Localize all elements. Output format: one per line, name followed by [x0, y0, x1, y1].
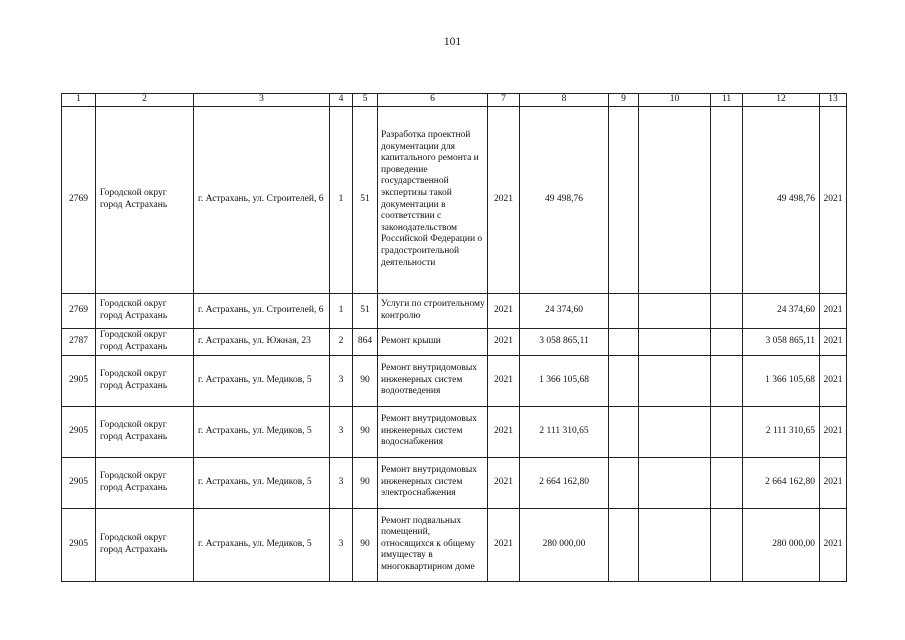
- col-10-value-cell: [639, 293, 711, 328]
- col-9-value-cell: [609, 406, 639, 457]
- municipality-cell: Городской округ город Астрахань: [96, 355, 194, 406]
- col-10-value-cell: [639, 106, 711, 293]
- year-cell: 2021: [488, 106, 520, 293]
- column-number-3: 3: [194, 94, 330, 107]
- table-row: [62, 355, 847, 406]
- total-cost-cell: 2 111 310,65: [520, 406, 609, 457]
- record-id-cell: 2787: [62, 328, 96, 355]
- total-cost-cell: 2 664 162,80: [520, 457, 609, 508]
- col-10-value-cell: [639, 457, 711, 508]
- column-number-11: 11: [711, 94, 743, 107]
- municipality-cell: Городской округ город Астрахань: [96, 406, 194, 457]
- address-cell: г. Астрахань, ул. Медиков, 5: [194, 355, 330, 406]
- total-cost-cell: 49 498,76: [520, 106, 609, 293]
- repair-registry-table: [61, 93, 847, 582]
- work-type-cell: Услуги по строительному контролю: [378, 293, 488, 328]
- funding-amount-cell: 2 664 162,80: [743, 457, 820, 508]
- col-11-value-cell: [711, 457, 743, 508]
- col-11-value-cell: [711, 406, 743, 457]
- funding-amount-cell: 24 374,60: [743, 293, 820, 328]
- number-cell: 3: [330, 457, 353, 508]
- address-cell: г. Астрахань, ул. Медиков, 5: [194, 508, 330, 581]
- municipality-cell: Городской округ город Астрахань: [96, 106, 194, 293]
- municipality-cell: Городской округ город Астрахань: [96, 508, 194, 581]
- column-number-5: 5: [353, 94, 378, 107]
- code-cell: 90: [353, 355, 378, 406]
- municipality-cell: Городской округ город Астрахань: [96, 328, 194, 355]
- col-11-value-cell: [711, 355, 743, 406]
- record-id-cell: 2905: [62, 355, 96, 406]
- year-cell: 2021: [488, 508, 520, 581]
- completion-year-cell: 2021: [820, 406, 847, 457]
- work-type-cell: Ремонт внутридомовых инженерных систем электроснабжения: [378, 457, 488, 508]
- work-type-cell: Ремонт крыши: [378, 328, 488, 355]
- code-cell: 90: [353, 406, 378, 457]
- year-cell: 2021: [488, 355, 520, 406]
- col-9-value-cell: [609, 457, 639, 508]
- completion-year-cell: 2021: [820, 457, 847, 508]
- number-cell: 1: [330, 106, 353, 293]
- year-cell: 2021: [488, 293, 520, 328]
- total-cost-cell: 1 366 105,68: [520, 355, 609, 406]
- year-cell: 2021: [488, 406, 520, 457]
- column-number-4: 4: [330, 94, 353, 107]
- col-10-value-cell: [639, 355, 711, 406]
- code-cell: 51: [353, 293, 378, 328]
- column-number-9: 9: [609, 94, 639, 107]
- number-cell: 1: [330, 293, 353, 328]
- record-id-cell: 2905: [62, 457, 96, 508]
- funding-amount-cell: 3 058 865,11: [743, 328, 820, 355]
- year-cell: 2021: [488, 457, 520, 508]
- work-type-cell: Ремонт внутридомовых инженерных систем водоснабжения: [378, 406, 488, 457]
- table-row: [62, 508, 847, 581]
- column-number-7: 7: [488, 94, 520, 107]
- col-11-value-cell: [711, 106, 743, 293]
- completion-year-cell: 2021: [820, 106, 847, 293]
- col-11-value-cell: [711, 293, 743, 328]
- completion-year-cell: 2021: [820, 508, 847, 581]
- number-cell: 3: [330, 406, 353, 457]
- work-type-cell: Ремонт внутридомовых инженерных систем водоотведения: [378, 355, 488, 406]
- col-9-value-cell: [609, 293, 639, 328]
- col-9-value-cell: [609, 106, 639, 293]
- table-header-row: [62, 94, 847, 107]
- completion-year-cell: 2021: [820, 328, 847, 355]
- table-row: [62, 457, 847, 508]
- completion-year-cell: 2021: [820, 293, 847, 328]
- code-cell: 90: [353, 508, 378, 581]
- code-cell: 864: [353, 328, 378, 355]
- funding-amount-cell: 1 366 105,68: [743, 355, 820, 406]
- column-number-8: 8: [520, 94, 609, 107]
- col-10-value-cell: [639, 328, 711, 355]
- code-cell: 51: [353, 106, 378, 293]
- number-cell: 2: [330, 328, 353, 355]
- funding-amount-cell: 2 111 310,65: [743, 406, 820, 457]
- col-11-value-cell: [711, 508, 743, 581]
- col-10-value-cell: [639, 508, 711, 581]
- municipality-cell: Городской округ город Астрахань: [96, 457, 194, 508]
- funding-amount-cell: 49 498,76: [743, 106, 820, 293]
- address-cell: г. Астрахань, ул. Медиков, 5: [194, 457, 330, 508]
- table-row: [62, 328, 847, 355]
- municipality-cell: Городской округ город Астрахань: [96, 293, 194, 328]
- record-id-cell: 2769: [62, 106, 96, 293]
- table-row: [62, 106, 847, 293]
- table-row: [62, 293, 847, 328]
- address-cell: г. Астрахань, ул. Южная, 23: [194, 328, 330, 355]
- column-number-1: 1: [62, 94, 96, 107]
- completion-year-cell: 2021: [820, 355, 847, 406]
- col-9-value-cell: [609, 328, 639, 355]
- total-cost-cell: 3 058 865,11: [520, 328, 609, 355]
- col-9-value-cell: [609, 508, 639, 581]
- code-cell: 90: [353, 457, 378, 508]
- year-cell: 2021: [488, 328, 520, 355]
- work-type-cell: Разработка проектной документации для капитального ремонта и проведение государственной экспертизы такой документации в соответствии с законодательством Российской Федерации о градостроительной деятельности: [378, 106, 488, 293]
- column-number-13: 13: [820, 94, 847, 107]
- col-10-value-cell: [639, 406, 711, 457]
- total-cost-cell: 280 000,00: [520, 508, 609, 581]
- record-id-cell: 2769: [62, 293, 96, 328]
- address-cell: г. Астрахань, ул. Строителей, 6: [194, 293, 330, 328]
- record-id-cell: 2905: [62, 406, 96, 457]
- col-9-value-cell: [609, 355, 639, 406]
- number-cell: 3: [330, 508, 353, 581]
- col-11-value-cell: [711, 328, 743, 355]
- funding-amount-cell: 280 000,00: [743, 508, 820, 581]
- record-id-cell: 2905: [62, 508, 96, 581]
- number-cell: 3: [330, 355, 353, 406]
- address-cell: г. Астрахань, ул. Медиков, 5: [194, 406, 330, 457]
- page-number: 101: [443, 36, 462, 48]
- total-cost-cell: 24 374,60: [520, 293, 609, 328]
- column-number-2: 2: [96, 94, 194, 107]
- column-number-12: 12: [743, 94, 820, 107]
- table-row: [62, 406, 847, 457]
- column-number-6: 6: [378, 94, 488, 107]
- address-cell: г. Астрахань, ул. Строителей, 6: [194, 106, 330, 293]
- work-type-cell: Ремонт подвальных помещений, относящихся к общему имуществу в многоквартирном доме: [378, 508, 488, 581]
- column-number-10: 10: [639, 94, 711, 107]
